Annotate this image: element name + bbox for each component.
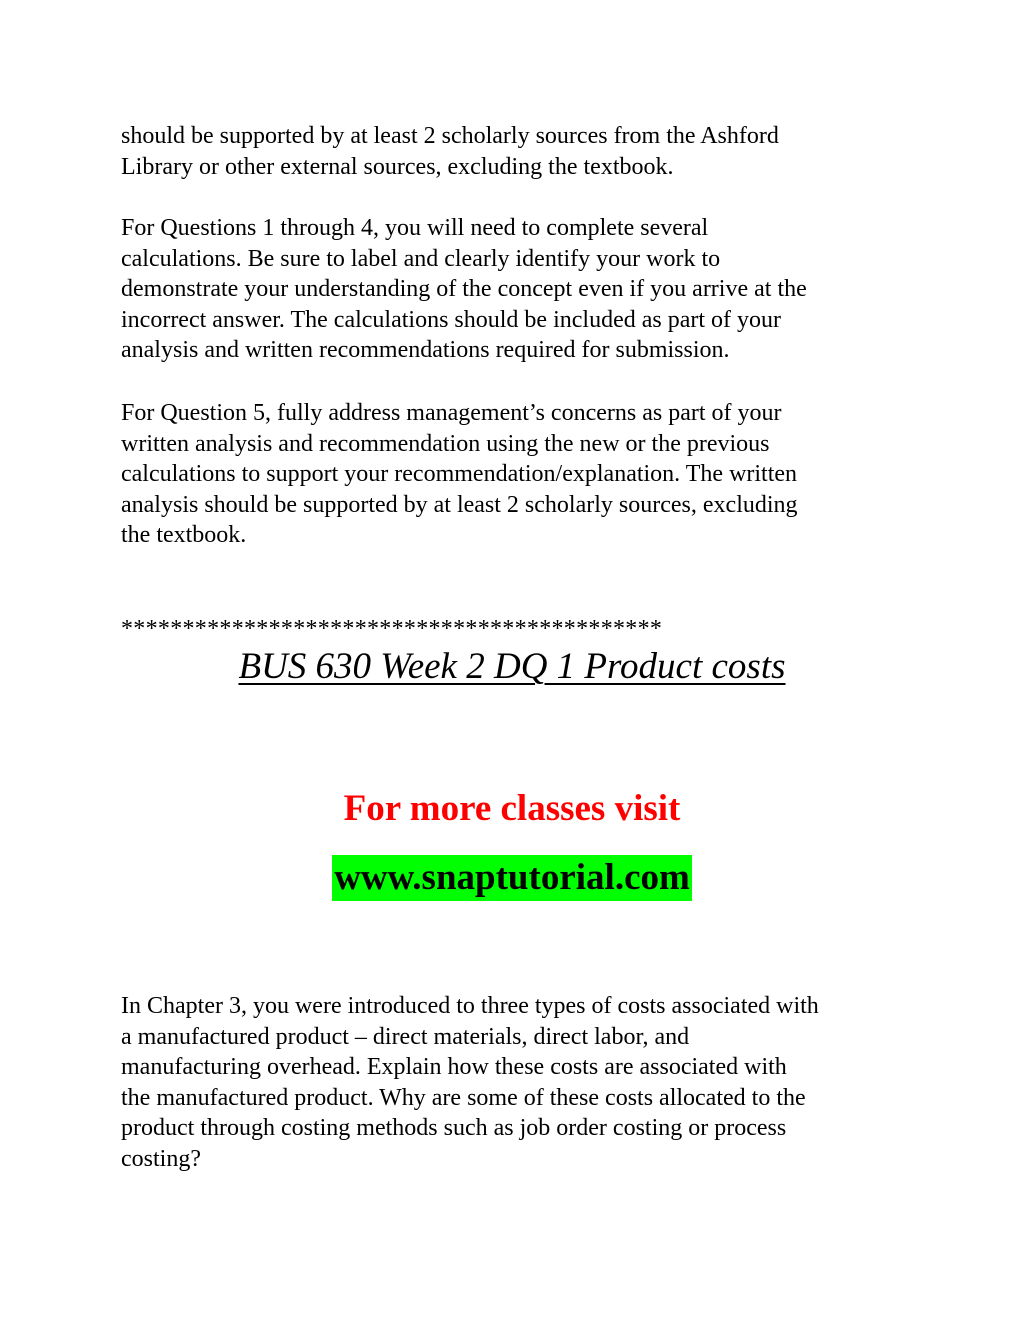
text-line: analysis and written recommendations required for submission. (121, 337, 730, 364)
text-line: the textbook. (121, 522, 247, 549)
text-line: In Chapter 3, you were introduced to three types of costs associated with (121, 993, 819, 1019)
text-line: calculations. Be sure to label and clearly identify your work to (121, 245, 721, 272)
paragraph-intro-continuation (121, 121, 921, 182)
text-line: For Question 5, fully address management’s concerns as part of your (121, 400, 782, 426)
text-line: For Questions 1 through 4, you will need to complete several (121, 215, 709, 241)
paragraph-questions-1-4 (121, 213, 921, 366)
promo-link-container (0, 855, 1024, 901)
text-line: incorrect answer. The calculations should be included as part of your (121, 306, 782, 333)
paragraph-dq-question (121, 991, 921, 1175)
text-line: manufacturing overhead. Explain how these costs are associated with (121, 1054, 787, 1081)
text-line: should be supported by at least 2 scholarly sources from the Ashford (121, 123, 779, 149)
text-line: the manufactured product. Why are some of these costs allocated to the (121, 1084, 806, 1111)
text-line: analysis should be supported by at least 2 scholarly sources, excluding (121, 491, 798, 518)
paragraph-question-5 (121, 398, 921, 551)
text-line: product through costing methods such as job order costing or process (121, 1115, 787, 1142)
promo-text: For more classes visit (343, 788, 681, 829)
text-line: costing? (121, 1145, 201, 1172)
text-line: demonstrate your understanding of the concept even if you arrive at the (121, 276, 807, 303)
text-line: a manufactured product – direct materials, direct labor, and (121, 1023, 690, 1050)
text-line: Library or other external sources, excluding the textbook. (121, 153, 674, 180)
section-heading: BUS 630 Week 2 DQ 1 Product costs (238, 646, 786, 687)
asterisk-separator: ******************************************** (121, 616, 663, 642)
website-link[interactable]: www.snaptutorial.com (332, 855, 692, 901)
text-line: calculations to support your recommendation/explanation. The written (121, 461, 798, 488)
text-line: written analysis and recommendation using the new or the previous (121, 430, 770, 457)
